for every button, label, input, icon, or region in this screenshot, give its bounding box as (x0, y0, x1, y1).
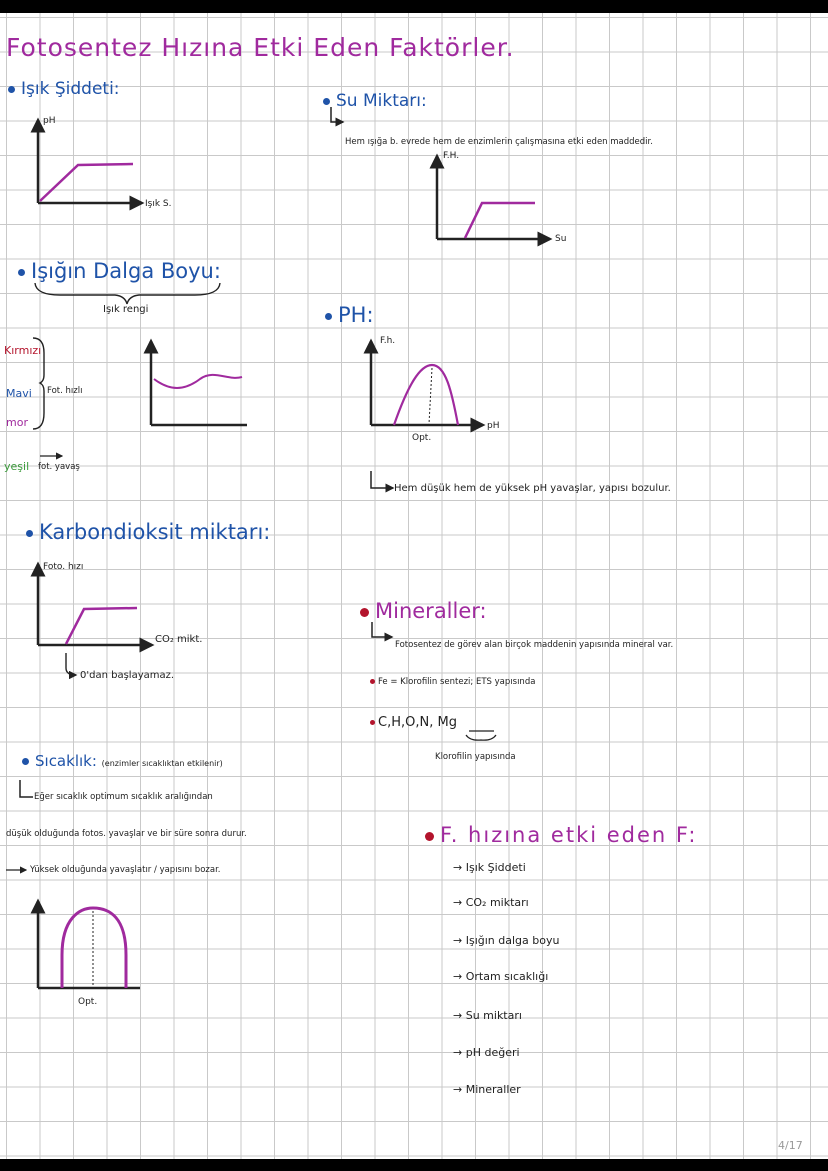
curve-line (66, 608, 137, 644)
summary-list-item: → Mineraller (453, 1083, 521, 1096)
optimum-dashed-line (429, 368, 432, 424)
light-intensity-graph (38, 120, 142, 203)
axis-label-y: Foto. hızı (43, 562, 84, 572)
curve-line (465, 203, 535, 238)
arrow-icon: → (453, 1083, 466, 1096)
arrow-icon: → (453, 970, 466, 983)
temperature-line-3: Yüksek olduğunda yavaşlatır / yapısını bozar. (30, 865, 221, 875)
summary-list-item: → Işık Şiddeti (453, 861, 526, 874)
axis-label-y: pH (43, 116, 56, 126)
arrow-icon: → (453, 1046, 466, 1059)
ph-note: Hem düşük hem de yüksek pH yavaşlar, yapısı bozulur. (394, 483, 671, 494)
brace-icon (35, 283, 220, 304)
fe-note: Fe = Klorofilin sentezi; ETS yapısında (370, 677, 535, 687)
color-green: yeşil (4, 460, 30, 473)
light-color-label: Işık rengi (103, 304, 149, 315)
arrow-icon: → (453, 861, 466, 874)
heading-minerals: Mineraller: (360, 599, 487, 623)
curve-line (394, 365, 458, 425)
arrow-icon: → (453, 1009, 466, 1022)
water-graph (437, 156, 550, 239)
heading-temperature: Sıcaklık: (enzimler sıcaklıktan etkilenir) (22, 752, 223, 770)
slow-photosynthesis-label: fot. yavaş (38, 462, 80, 472)
summary-list-item: → CO₂ miktarı (453, 896, 529, 909)
brace-icon (466, 735, 496, 740)
axis-label-x: Su (555, 234, 567, 244)
diagram-layer (0, 13, 828, 1159)
heading-water-amount: Su Miktarı: (323, 91, 427, 111)
summary-list-item: → Işığın dalga boyu (453, 934, 560, 947)
arrow-icon (372, 622, 392, 637)
co2-graph (38, 564, 152, 645)
fast-photosynthesis-label: Fot. hızlı (47, 386, 83, 396)
arrow-icon: → (453, 896, 466, 909)
temperature-line-1: Eğer sıcaklık optimum sıcaklık aralığından (34, 792, 213, 802)
arrow-icon (331, 107, 343, 122)
minerals-note: Fotosentez de görev alan birçok maddenin yapısında mineral var. (395, 640, 674, 650)
heading-ph: PH: (325, 303, 374, 327)
summary-list-item: → Ortam sıcaklığı (453, 970, 549, 983)
axis-label-x: Işık S. (145, 199, 172, 209)
curve-line (154, 375, 242, 388)
arrow-icon (371, 471, 393, 488)
co2-note: 0'dan başlayamaz. (80, 670, 175, 681)
arrow-icon (20, 780, 33, 797)
color-purple: mor (6, 416, 28, 429)
wavelength-graph (151, 341, 247, 425)
heading-co2: Karbondioksit miktarı: (26, 520, 270, 544)
bottom-bar (0, 1159, 828, 1171)
optimum-label: Opt. (412, 433, 432, 443)
axis-label-y: F.h. (380, 336, 396, 346)
water-note: Hem ışığa b. evrede hem de enzimlerin çalışmasına etki eden maddedir. (345, 137, 653, 147)
summary-list-item: → pH değeri (453, 1046, 520, 1059)
arrow-icon: → (453, 934, 466, 947)
optimum-label: Opt. (78, 997, 98, 1007)
notebook-page (0, 13, 828, 1159)
axis-label-x: pH (487, 421, 500, 431)
temperature-line-2: düşük olduğunda fotos. yavaşlar ve bir süre sonra durur. (6, 829, 247, 839)
heading-light-intensity: Işık Şiddeti: (8, 79, 120, 99)
heading-summary: F. hızına etki eden F: (425, 823, 697, 847)
elements-list: C,H,O,N, Mg (370, 715, 457, 730)
color-blue: Mavi (6, 387, 32, 400)
page-number: 4/17 (778, 1139, 803, 1152)
temperature-graph (38, 901, 140, 988)
axis-label-x: CO₂ mikt. (155, 634, 203, 645)
axis-label-y: F.H. (443, 151, 460, 161)
brace-icon (33, 338, 44, 429)
summary-list-item: → Su miktarı (453, 1009, 522, 1022)
curve-line (62, 908, 126, 988)
heading-wavelength: Işığın Dalga Boyu: (18, 259, 221, 283)
color-red: Kırmızı (4, 344, 42, 357)
arrow-icon (66, 653, 76, 675)
curve-line (40, 164, 133, 201)
page-title: Fotosentez Hızına Etki Eden Faktörler. (6, 33, 515, 62)
ph-graph (371, 341, 483, 425)
chlorophyll-structure-label: Klorofilin yapısında (435, 752, 516, 762)
